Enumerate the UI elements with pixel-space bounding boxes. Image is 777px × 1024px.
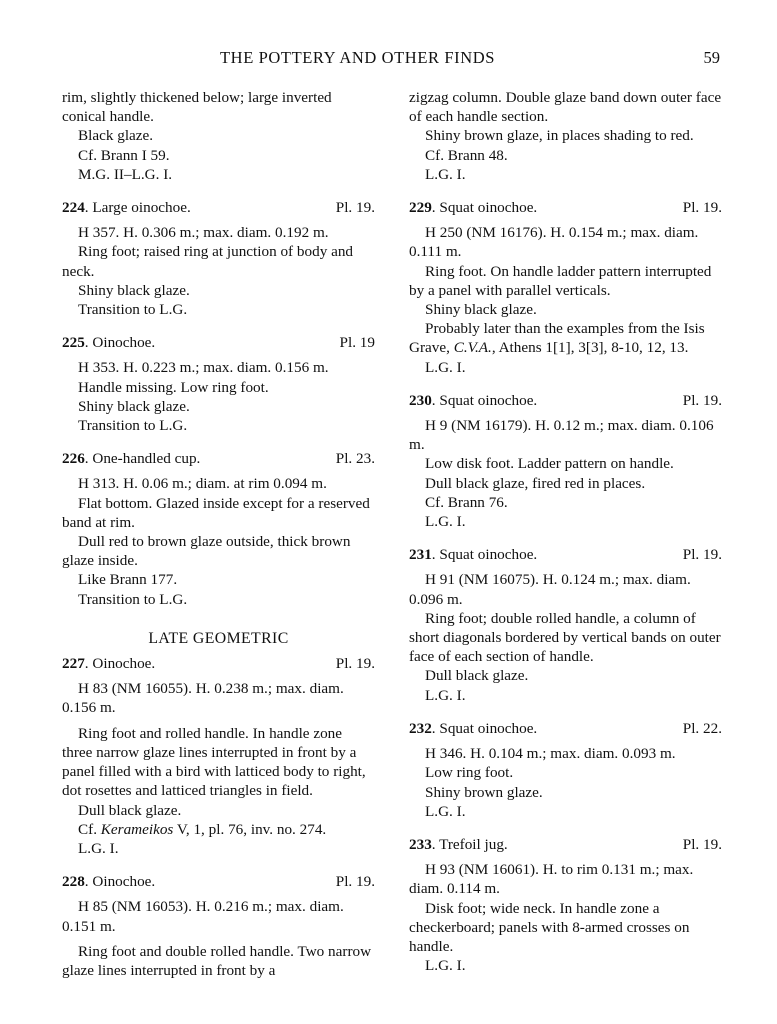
entry-title: . Oinochoe.: [84, 655, 156, 673]
entry-title: . Squat oinochoe.: [431, 391, 538, 409]
measurements: H 83 (NM 16055). H. 0.238 m.; max. diam. 0.156 m.: [62, 680, 344, 717]
measurements: H 93 (NM 16061). H. to rim 0.131 m.; max. diam. 0.114 m.: [409, 861, 694, 898]
measurements: H 346. H. 0.104 m.; max. diam. 0.093 m.: [425, 745, 676, 763]
plate-reference: Pl. 19.: [335, 655, 375, 673]
comparison-line: Like Brann 177.: [78, 571, 178, 589]
glaze-line: Shiny brown glaze.: [425, 783, 543, 801]
entry-title: . One-handled cup.: [84, 450, 201, 468]
entry-description: Disk foot; wide neck. In handle zone a checkerboard; panels with 8-armed crosses on handle.: [409, 899, 690, 955]
entry-number: 227: [62, 655, 85, 673]
description-line: Low ring foot.: [425, 764, 514, 782]
catalog-entry-229: [409, 198, 722, 377]
glaze-line: Dull black glaze, fired red in places.: [425, 474, 646, 492]
entry-title: . Large oinochoe.: [84, 199, 191, 217]
entry-description: Ring foot and rolled handle. In handle zone three narrow glaze lines interrupted in front by a panel filled with a bird with latticed body to right, dot rosettes and latticed triangles in field.: [62, 724, 366, 800]
plate-reference: Pl. 19.: [682, 546, 722, 564]
catalog-entry-232: [409, 719, 722, 821]
measurements: H 9 (NM 16179). H. 0.12 m.; max. diam. 0.106 m.: [409, 417, 714, 454]
period-line: Transition to L.G.: [78, 301, 188, 319]
comparison-line: Cf. Brann I 59.: [78, 146, 170, 164]
entry-description: zigzag column. Double glaze band down outer face of each handle section.: [409, 89, 722, 126]
entry-description: rim, slightly thickened below; large inverted conical handle.: [62, 89, 332, 126]
measurements: H 357. H. 0.306 m.; max. diam. 0.192 m.: [78, 224, 329, 242]
comparison-line: Cf. Brann 48.: [425, 146, 508, 164]
plate-reference: Pl. 19.: [682, 835, 722, 853]
entry-number: 232: [409, 719, 432, 737]
catalog-entry-233: [409, 835, 722, 975]
entry-heading: [409, 391, 722, 410]
plate-reference: Pl. 19.: [682, 391, 722, 409]
entry-heading: [409, 545, 722, 564]
comparison-line: Cf. Kerameikos V, 1, pl. 76, inv. no. 274.: [78, 820, 327, 838]
measurements: H 313. H. 0.06 m.; diam. at rim 0.094 m.: [78, 475, 327, 493]
entry-title: . Oinochoe.: [84, 334, 156, 352]
entry-number: 226: [62, 450, 85, 468]
catalog-entry-227: [62, 654, 375, 858]
continued-entry: [62, 88, 375, 184]
plate-reference: Pl. 22.: [682, 719, 722, 737]
cited-work-title: C.V.A.: [453, 339, 492, 357]
entry-heading: [62, 872, 375, 891]
period-line: L.G. I.: [425, 686, 466, 704]
period-line: L.G. I.: [425, 358, 466, 376]
glaze-line: Dull black glaze.: [78, 801, 182, 819]
page-number: 59: [703, 48, 720, 67]
plate-reference: Pl. 19: [339, 334, 375, 352]
plate-reference: Pl. 23.: [335, 450, 375, 468]
entry-description: Ring foot; double rolled handle, a column of short diagonals bordered by vertical bands on outer face of each section of handle.: [409, 609, 721, 666]
description-line: Low disk foot. Ladder pattern on handle.: [425, 455, 674, 473]
glaze-line: Shiny brown glaze, in places shading to red.: [425, 127, 694, 145]
entry-title: . Squat oinochoe.: [431, 719, 538, 737]
entry-heading: [409, 835, 722, 854]
measurements: H 85 (NM 16053). H. 0.216 m.; max. diam. 0.151 m.: [62, 898, 344, 935]
catalog-entry-226: [62, 449, 375, 609]
entry-number: 229: [409, 199, 432, 217]
period-line: L.G. I.: [425, 802, 466, 820]
entry-number: 230: [409, 391, 432, 409]
entry-description: Ring foot. On handle ladder pattern interrupted by a panel with parallel verticals.: [409, 262, 712, 299]
measurements: H 91 (NM 16075). H. 0.124 m.; max. diam. 0.096 m.: [409, 571, 691, 608]
catalog-entry-225: [62, 333, 375, 435]
entry-heading: [62, 449, 375, 468]
entry-title: . Squat oinochoe.: [431, 199, 538, 217]
catalog-entry-230: [409, 391, 722, 531]
description-line: Handle missing. Low ring foot.: [78, 378, 269, 396]
entry-heading: [409, 198, 722, 217]
entry-heading: [409, 719, 722, 738]
period-line: L.G. I.: [425, 165, 466, 183]
period-line: L.G. I.: [78, 839, 119, 857]
entry-heading: [62, 333, 375, 352]
entry-title: . Trefoil jug.: [431, 835, 508, 853]
comparison-note: Probably later than the examples from the Isis Grave, C.V.A., Athens 1[1], 3[3], 8-10, 12, 13.: [409, 320, 705, 357]
glaze-line: Shiny black glaze.: [78, 397, 190, 415]
entry-title: . Squat oinochoe.: [431, 546, 538, 564]
glaze-line: Shiny black glaze.: [78, 281, 190, 299]
measurements: H 250 (NM 16176). H. 0.154 m.; max. diam. 0.111 m.: [409, 224, 699, 261]
entry-number: 224: [62, 199, 85, 217]
glaze-description: Dull red to brown glaze outside, thick brown glaze inside.: [62, 533, 351, 570]
cited-work-title: Kerameikos: [100, 820, 174, 838]
left-column: [62, 88, 375, 980]
plate-reference: Pl. 19.: [335, 873, 375, 891]
entry-description: Ring foot; raised ring at junction of body and neck.: [62, 243, 354, 280]
section-heading: LATE GEOMETRIC: [148, 629, 289, 647]
entry-number: 231: [409, 546, 432, 564]
entry-number: 225: [62, 334, 85, 352]
catalog-entry-231: [409, 545, 722, 705]
running-header: THE POTTERY AND OTHER FINDS: [220, 48, 496, 67]
entry-description: Flat bottom. Glazed inside except for a reserved band at rim.: [62, 494, 370, 531]
entry-number: 228: [62, 873, 85, 891]
period-line: L.G. I.: [425, 957, 466, 975]
entry-description: Ring foot and double rolled handle. Two narrow glaze lines interrupted in front by a: [62, 942, 372, 979]
entry-heading: [62, 654, 375, 673]
period-line: Transition to L.G.: [78, 590, 188, 608]
period-line: M.G. II–L.G. I.: [78, 165, 173, 183]
entry-number: 233: [409, 835, 432, 853]
glaze-line: Dull black glaze.: [425, 667, 529, 685]
right-column: [409, 88, 722, 975]
catalog-entry-228: [62, 872, 375, 980]
plate-reference: Pl. 19.: [682, 199, 722, 217]
catalog-entry-224: [62, 198, 375, 319]
glaze-line: Shiny black glaze.: [425, 301, 537, 319]
entry-heading: [62, 198, 375, 217]
comparison-line: Cf. Brann 76.: [425, 493, 508, 511]
period-line: L.G. I.: [425, 513, 466, 531]
plate-reference: Pl. 19.: [335, 199, 375, 217]
continued-entry: [409, 88, 722, 184]
entry-title: . Oinochoe.: [84, 873, 156, 891]
period-line: Transition to L.G.: [78, 417, 188, 435]
measurements: H 353. H. 0.223 m.; max. diam. 0.156 m.: [78, 359, 329, 377]
glaze-line: Black glaze.: [78, 127, 154, 145]
